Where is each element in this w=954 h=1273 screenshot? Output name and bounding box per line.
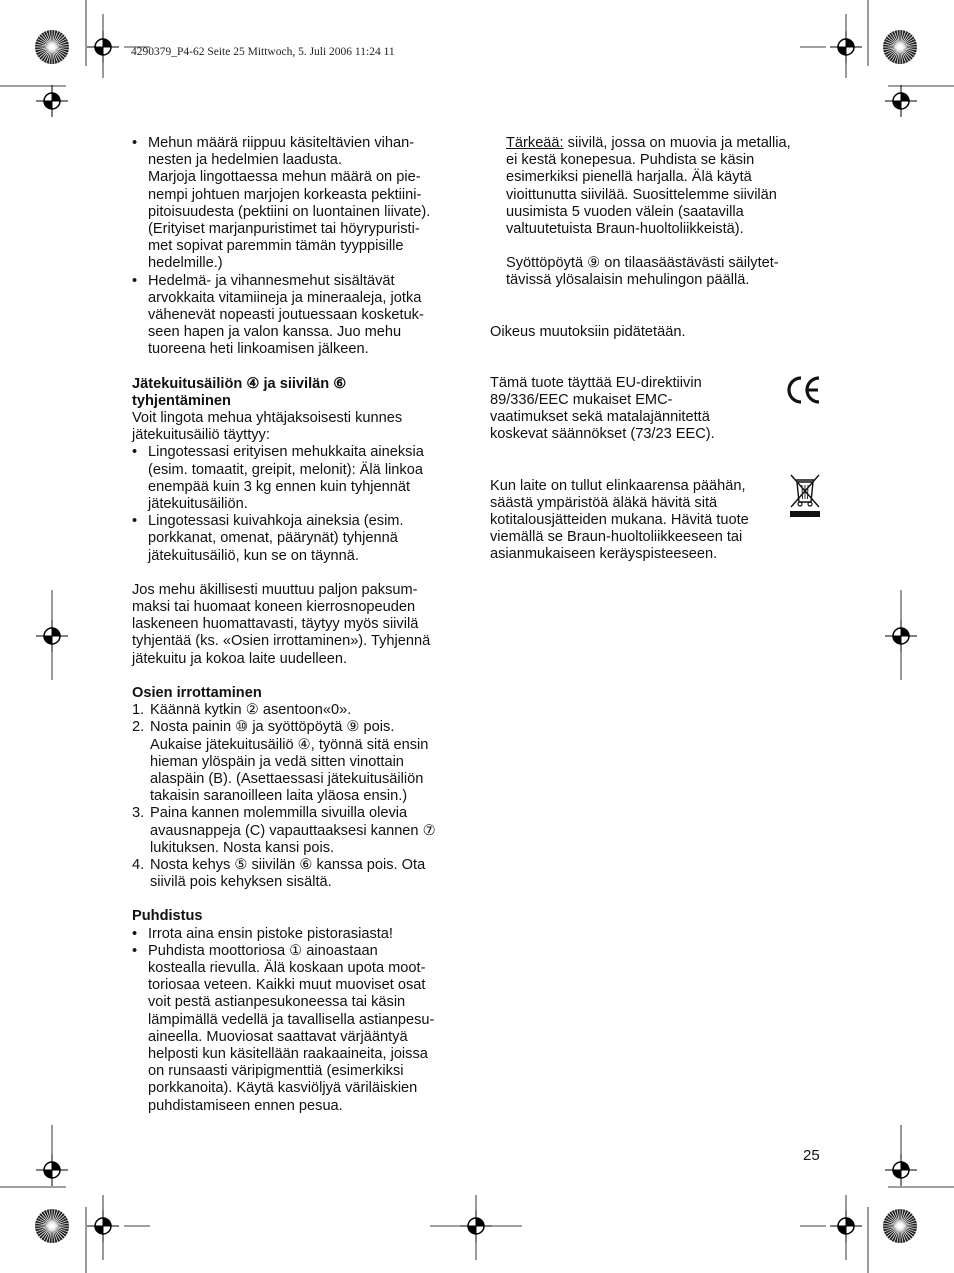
line: Nosta painin ⑩ ja syöttöpöytä ⑨ pois. [150,719,395,736]
line: lämpimällä vedellä ja tavallisella astianpesu- [148,1011,435,1028]
line: avausnappeja (C) vapauttaaksesi kannen ⑦ [150,822,436,839]
line: vioittunutta siivilää. Suosittelemme siivilän [506,186,777,203]
line: on runsaasti väripigmenttiä (esimerkiksi [148,1063,404,1080]
line: (esim. tomaatit, greipit, melonit): Älä linkoa [148,461,423,478]
line: Jätekuitusäiliön ④ ja siivilän ⑥ [132,375,347,392]
left-column [132,135,467,1115]
storage-note [490,255,820,289]
disposal-note [490,478,820,564]
numbered-step [132,857,467,891]
line [506,135,820,152]
line: nesten ja hedelmien laadusta. [148,152,342,169]
line: nempi johtuen marjojen korkeasta pektiini- [148,186,422,203]
list-item [132,943,467,1115]
crossed-out-wheelie-bin-icon [788,472,822,518]
line: tävissä ylösalaisin mehulingon päällä. [506,272,750,289]
line: tyhjentäminen [132,392,231,409]
line: • Lingotessasi erityisen mehukkaita aineksia [148,444,424,461]
list-item [132,513,467,565]
numbered-step [132,719,467,805]
line: toriosaa veteen. Kaikki muut muoviset osat [148,977,426,994]
line: Aukaise jätekuitusäiliö ④, työnnä sitä ensin [150,736,429,753]
line: helposti kun käsitellään raakaaineita, joissa [148,1045,428,1062]
step-number: 4. [132,856,145,873]
line: arvokkaita vitamiineja ja mineraaleja, jotka [148,289,422,306]
line: vaatimukset sekä matalajännitettä [490,409,710,426]
line: maksi tai huomaat koneen kierrosnopeuden [132,599,416,616]
line: • Irrota aina ensin pistoke pistorasiasta! [148,925,393,942]
line: laskeneen huomattavasti, täytyy myös siivilä [132,616,419,633]
line: Kun laite on tullut elinkaarensa päähän, [490,477,746,494]
line: säästä ympäristöä äläkä hävitä sitä [490,494,718,511]
line: Voit lingota mehua yhtäjaksoisesti kunnes [132,410,403,427]
line: jätekuitusäiliön. [148,496,248,513]
line: alaspäin (B). (Asettaessasi jätekuitusäiliön [150,770,424,787]
section-heading-cleaning: Puhdistus [132,908,203,925]
step-number: 3. [132,805,145,822]
eu-compliance [490,375,820,444]
right-column [490,135,820,564]
rights-reserved: Oikeus muutoksiin pidätetään. [490,323,686,340]
line: hieman ylöspäin ja vedä sitten vinottain [150,753,404,770]
list-item [132,926,467,943]
line: kotitalousjätteiden mukana. Hävitä tuote [490,512,749,529]
line: porkkanat, omenat, päärynät) tyhjennä [148,530,398,547]
line: hedelmille.) [148,255,223,272]
line: vähenevät nopeasti joutuessaan kosketuk- [148,307,424,324]
line: ei kestä konepesua. Puhdista se käsin [506,152,755,169]
line: 89/336/EEC mukaiset EMC- [490,392,673,409]
line: koskevat säännökset (73/23 EEC). [490,426,715,443]
line: Marjoja lingottaessa mehun määrä on pie- [148,169,421,186]
line: jätekuitusäiliö, kun se on täynnä. [148,547,359,564]
print-slug: 4290379_P4-62 Seite 25 Mittwoch, 5. Juli 2006 11:24 11 [131,46,395,58]
line: Nosta kehys ⑤ siivilän ⑥ kanssa pois. Ota [150,856,426,873]
line: seen hapen ja valon kanssa. Juo mehu [148,324,402,341]
line: Jos mehu äkillisesti muuttuu paljon paksum- [132,581,418,598]
list-item [132,444,467,513]
numbered-step [132,702,467,719]
line: • Lingotessasi kuivahkoja aineksia (esim. [148,513,404,530]
emptying-intro [132,410,467,444]
important-note [490,135,820,238]
line: Paina kannen molemmilla sivuilla olevia [150,805,408,822]
line: Käännä kytkin ② asentoon«0». [150,702,352,719]
line: uusimista 5 vuoden välein (saatavilla [506,203,744,220]
line: • Puhdista moottoriosa ① ainoastaan [148,942,378,959]
step-number: 1. [132,702,145,719]
line: Tämä tuote täyttää EU-direktiivin [490,374,702,391]
line: kostealla rievulla. Älä koskaan upota moot- [148,959,426,976]
list-item [132,273,467,359]
line: voit pestä astianpesukoneessa tai käsin [148,994,406,1011]
line: lukituksen. Nosta kansi pois. [150,839,335,856]
page-number: 25 [803,1147,820,1164]
numbered-step [132,805,467,857]
line: • Hedelmä- ja vihannesmehut sisältävät [148,272,395,289]
line: tuoreena heti linkoamisen jälkeen. [148,341,369,358]
step-number: 2. [132,719,145,736]
line: met sopivat paremmin tämän tyyppisille [148,238,404,255]
line: jätekuitu ja kokoa laite uudelleen. [132,650,348,667]
section-heading-emptying [132,376,467,410]
line: takaisin saranoilleen laita yläosa ensin.) [150,788,408,805]
line: esimerkiksi pienellä harjalla. Älä käytä [506,169,752,186]
line: tyhjentää (ks. «Osien irrottaminen»). Tyhjennä [132,633,431,650]
line: • Mehun määrä riippuu käsiteltävien vihan- [148,135,415,151]
list-item [132,135,467,273]
line: (Erityiset marjanpuristimet tai höyrypuristi- [148,221,420,238]
important-label: Tärkeää: [506,135,564,151]
emptying-paragraph [132,582,467,668]
line: viemällä se Braun-huoltoliikkeeseen tai [490,529,743,546]
line: Syöttöpöytä ⑨ on tilaasäästävästi säilytet- [506,255,779,272]
line: porkkanoita). Käytä kasviöljyä väriläiskien [148,1080,418,1097]
line: enempää kuin 3 kg ennen kuin tyhjennät [148,478,411,495]
line: asianmukaiseen keräyspisteeseen. [490,546,718,563]
line: pitoisuudesta (pektiini on luontainen liivate). [148,203,431,220]
section-heading-removal: Osien irrottaminen [132,684,262,701]
line: valtuutetuista Braun-huoltoliikkeistä). [506,221,744,238]
line: aineella. Muoviosat saattavat värjääntyä [148,1028,408,1045]
line: jätekuitusäiliö täyttyy: [132,427,270,444]
line: puhdistamiseen ennen pesua. [148,1097,343,1114]
line: siivilä pois kehyksen sisältä. [150,874,332,891]
line-rest: siivilä, jossa on muovia ja metallia, [563,135,791,151]
ce-mark-icon [786,375,822,405]
